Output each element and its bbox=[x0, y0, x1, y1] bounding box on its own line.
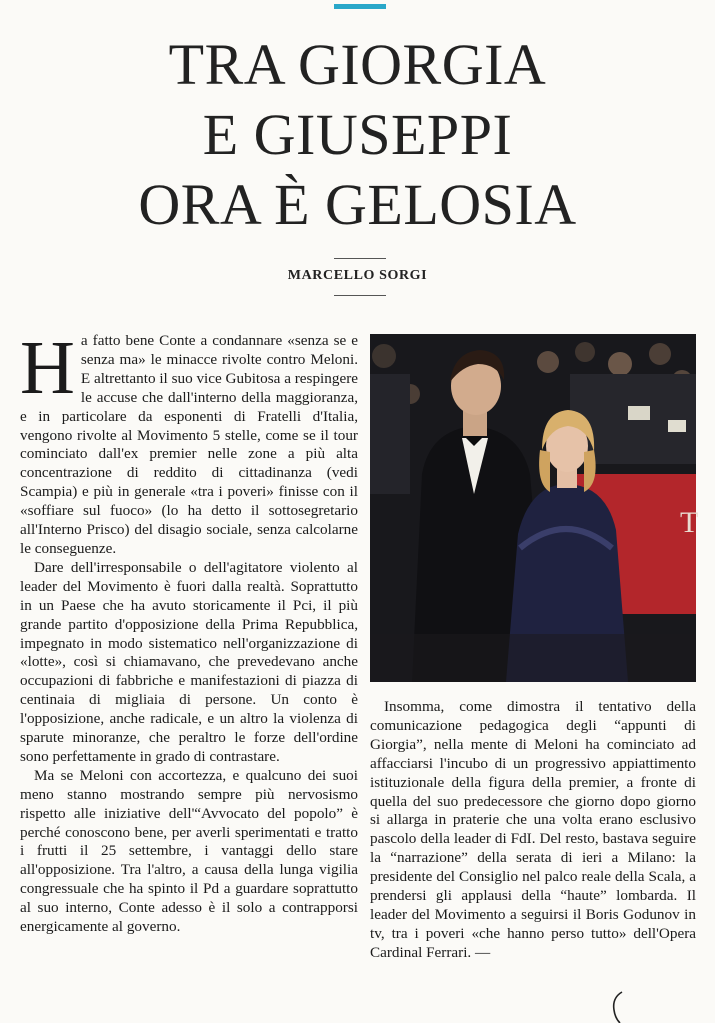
byline-rule-top bbox=[334, 258, 386, 259]
section-accent-bar bbox=[334, 4, 386, 9]
headline-line: E GIUSEPPI bbox=[202, 102, 513, 167]
article-column-left bbox=[20, 326, 358, 937]
signature-mark-icon bbox=[596, 988, 636, 1023]
byline-rule-bottom bbox=[334, 295, 386, 296]
article-photo bbox=[370, 334, 699, 682]
article-paragraph: Insomma, come dimostra il tentativo della comunicazione pedagogica degli “appunti di Giorgia”, nella mente di Meloni ha cominciato ad affacciarsi l'incubo di un progressivo appiattimento istituzionale della figura della premier, a fronte di quella del suo predecessore che giorno dopo giorno si allarga in praterie che una volta erano esclusivo pascolo della leader di FdI. Del resto, bastava seguire la “narrazione” della serata di ieri a Milano: la presidente del Consiglio nel palco reale della Scala, a prendersi gli applausi della “haute” lombarda. Il leader del Movimento a seguirsi il Boris Godunov in tv, tra i poveri «che hanno perso tutto» dell'Opera Cardinal Ferrari. — bbox=[370, 698, 696, 961]
article-paragraph bbox=[20, 326, 358, 559]
svg-text:T: T bbox=[680, 506, 699, 539]
headline bbox=[0, 30, 715, 240]
article-paragraph: Dare dell'irresponsabile o dell'agitatore violento al leader del Movimento è fuori dalla realtà. Soprattutto in un Paese che ha avuto storicamente il Pci, il più grande partito d'opposizione della Prima Repubblica, impegnato in modo sistematico nell'organizzazione di «lotte», così si chiamavano, che prevedevano anche occupazioni di fabbriche e manifestazioni di piazza di centinaia di migliaia di persone. Un conto è l'opposizione, anche radicale, e un altro la violenza di sparute minoranze, che peraltro le forze dell'ordine sono perfettamente in grado di contrastare. bbox=[20, 558, 358, 765]
byline: MARCELLO SORGI bbox=[287, 268, 428, 283]
paragraph-text: a fatto bene Conte a condannare «senza se e senza ma» le minacce rivolte contro Meloni. E altrettanto il suo vice Gubitosa a respingere le accuse che dall'interno della maggioranza, e in particolare da esponenti di Fratelli d'Italia, vengono rivolte al Movimento 5 stelle, come se il tour cominciato dall'ex premier nelle zone a più alta concentrazione di reddito di cittadinanza (vedi Scampia) e più in generale «tra i poveri» finisse con il «soffiare sul fuoco» (lo ha detto il sottosegretario all'Interno Prisco) del disagio sociale, senza calcolarne le conseguenze. bbox=[20, 332, 358, 557]
headline-line: ORA È GELOSIA bbox=[138, 172, 577, 237]
drop-cap: H bbox=[20, 326, 75, 410]
article-paragraph: Ma se Meloni con accortezza, e qualcuno dei suoi meno stanno mostrando sempre più nervosismo rispetto alle iniziative dell'“Avvocato del popolo” è perché conoscono bene, per averli sperimentati e tratto i frutti il 25 settembre, i vantaggi dello stare all'opposizione. Tra l'altro, a causa della lunga vigilia congressuale che ha spinto il Pd a guardare soprattutto al suo interno, Conte adesso è il solo a contrapporsi energicamente al governo. bbox=[20, 766, 358, 936]
headline-line: TRA GIORGIA bbox=[168, 32, 547, 97]
article-column-right bbox=[370, 698, 696, 963]
photo-illustration-icon bbox=[370, 334, 699, 682]
